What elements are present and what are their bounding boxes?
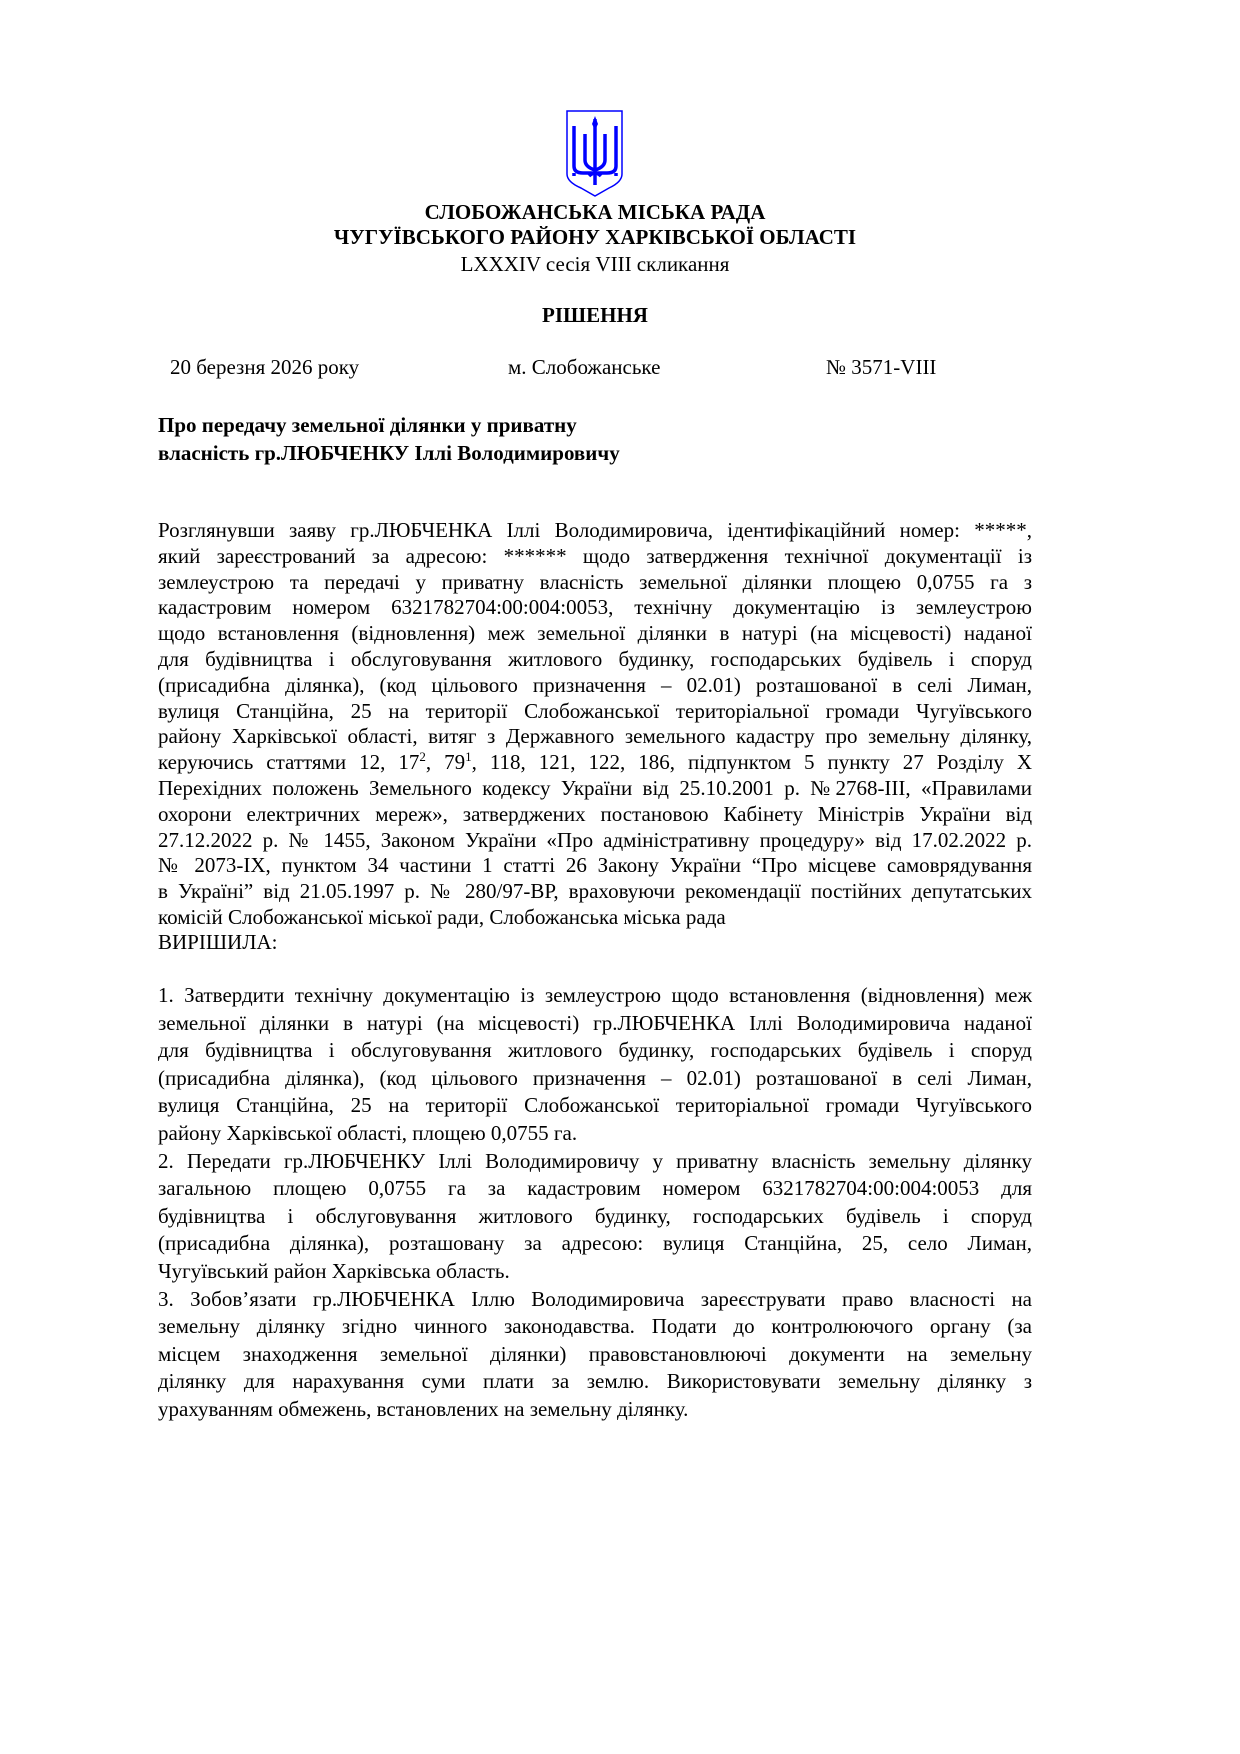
document-type: РІШЕННЯ bbox=[542, 303, 648, 327]
decision-item-1 bbox=[158, 982, 1032, 1148]
intro-paragraph bbox=[158, 517, 1032, 930]
decision-place: м. Слобожанське bbox=[508, 355, 661, 379]
text-line: 2. Передати гр.ЛЮБЧЕНКУ Іллі Володимировичу у приватну власність земельну ділянку bbox=[158, 1148, 1032, 1173]
text-segment: , 79 bbox=[425, 750, 466, 775]
decision-item-2 bbox=[158, 1148, 1032, 1286]
decision-items bbox=[158, 982, 1032, 1424]
text-segment: керуючись статтями 12, 17 bbox=[158, 750, 420, 775]
decision-item-3 bbox=[158, 1286, 1032, 1424]
text-line: кадастровим номером 6321782704:00:004:0053, технічну документацію із землеустрою bbox=[158, 595, 1032, 620]
text-line: охорони електричних мереж», затверджених постановою Кабінету Міністрів України від bbox=[158, 801, 1032, 826]
session-info: LXXXIV сесія VIII скликання bbox=[460, 252, 730, 276]
articles-line bbox=[158, 749, 1032, 775]
text-line: комісій Слобожанської міської ради, Слобожанська міська рада bbox=[158, 904, 726, 929]
text-line: земельної ділянки в натурі (на місцевості) гр.ЛЮБЧЕНКА Іллі Володимировича наданої bbox=[158, 1010, 1032, 1035]
text-line: вулиця Станційна, 25 на території Слобожанської територіальної громади Чугуївського bbox=[158, 698, 1032, 723]
superscript: 2 bbox=[419, 749, 426, 765]
decided-heading: ВИРІШИЛА: bbox=[158, 930, 278, 954]
text-line: місцем знаходження земельної ділянки) правовстановлюючі документи на земельну bbox=[158, 1341, 1032, 1366]
text-line: землеустрою та передачі у приватну власність земельної ділянки площею 0,0755 га з bbox=[158, 569, 1032, 594]
text-line: (присадибна ділянка), (код цільового призначення – 02.01) розташованої в селі Лиман, bbox=[158, 672, 1032, 697]
text-line: будівництва і обслуговування житлового будинку, господарських будівель і споруд bbox=[158, 1203, 1032, 1228]
text-line: (присадибна ділянка), розташовану за адресою: вулиця Станційна, 25, село Лиман, bbox=[158, 1231, 1032, 1256]
text-line: № 2073-IX, пунктом 34 частини 1 статті 26 Закону України “Про місцеве самоврядування bbox=[158, 853, 1032, 878]
text-line: для будівництва і обслуговування житлового будинку, господарських будівель і споруд bbox=[158, 1038, 1032, 1063]
text-line: Перехідних положень Земельного кодексу України від 25.10.2001 р. №2768-ІІІ, «Правилами bbox=[158, 775, 1032, 800]
text-line: загальною площею 0,0755 га за кадастровим номером 6321782704:00:004:0053 для bbox=[158, 1176, 1032, 1201]
text-line: (присадибна ділянка), (код цільового призначення – 02.01) розташованої в селі Лиман, bbox=[158, 1065, 1032, 1090]
title-line: власність гр.ЛЮБЧЕНКУ Іллі Володимировичу bbox=[158, 441, 620, 465]
district-name: ЧУГУЇВСЬКОГО РАЙОНУ ХАРКІВСЬКОЇ ОБЛАСТІ bbox=[333, 225, 857, 249]
text-line: для будівництва і обслуговування житлового будинку, господарських будівель і споруд bbox=[158, 646, 1032, 671]
text-line: Розглянувши заяву гр.ЛЮБЧЕНКА Іллі Володимировича, ідентифікаційний номер: *****, bbox=[158, 518, 1032, 542]
text-line: вулиця Станційна, 25 на території Слобожанської територіальної громади Чугуївського bbox=[158, 1093, 1032, 1118]
title-line: Про передачу земельної ділянки у приватну bbox=[158, 413, 577, 437]
decision-date: 20 березня 2026 року bbox=[170, 355, 360, 379]
decision-title bbox=[158, 411, 620, 467]
decision-number: № 3571-VIII bbox=[826, 355, 937, 379]
text-line: 3. Зобов’язати гр.ЛЮБЧЕНКА Іллю Володимировича зареєструвати право власності на bbox=[158, 1286, 1032, 1311]
text-line: ділянку для нарахування суми плати за землю. Використовувати земельну ділянку з bbox=[158, 1369, 1032, 1394]
text-line: району Харківської області, площею 0,0755 га. bbox=[158, 1120, 578, 1145]
text-line: району Харківської області, витяг з Державного земельного кадастру про земельну ділянку, bbox=[158, 724, 1032, 749]
council-name: СЛОБОЖАНСЬКА МІСЬКА РАДА bbox=[424, 200, 766, 224]
text-line: щодо встановлення (відновлення) меж земельної ділянки в натурі (на місцевості) наданої bbox=[158, 621, 1032, 646]
text-line: 1. Затвердити технічну документацію із землеустрою щодо встановлення (відновлення) меж bbox=[158, 983, 1032, 1007]
text-segment: , 118, 121, 122, 186, підпунктом 5 пункту 27 Розділу X bbox=[471, 750, 1032, 775]
text-line: Чугуївський район Харківська область. bbox=[158, 1258, 510, 1283]
text-line: земельну ділянку згідно чинного законодавства. Подати до контролюючого органу (за bbox=[158, 1314, 1032, 1339]
text-line: 27.12.2022 р. № 1455, Законом України «Про адміністративну процедуру» від 17.02.2022 р. bbox=[158, 827, 1032, 852]
text-line: в Україні” від 21.05.1997 р. № 280/97-ВР, враховуючи рекомендації постійних депутатських bbox=[158, 879, 1032, 904]
coat-of-arms-icon bbox=[565, 110, 625, 198]
text-line: урахуванням обмежень, встановлених на земельну ділянку. bbox=[158, 1396, 689, 1421]
text-line: який зареєстрований за адресою: ****** щодо затвердження технічної документації із bbox=[158, 543, 1032, 568]
superscript: 1 bbox=[465, 749, 472, 765]
